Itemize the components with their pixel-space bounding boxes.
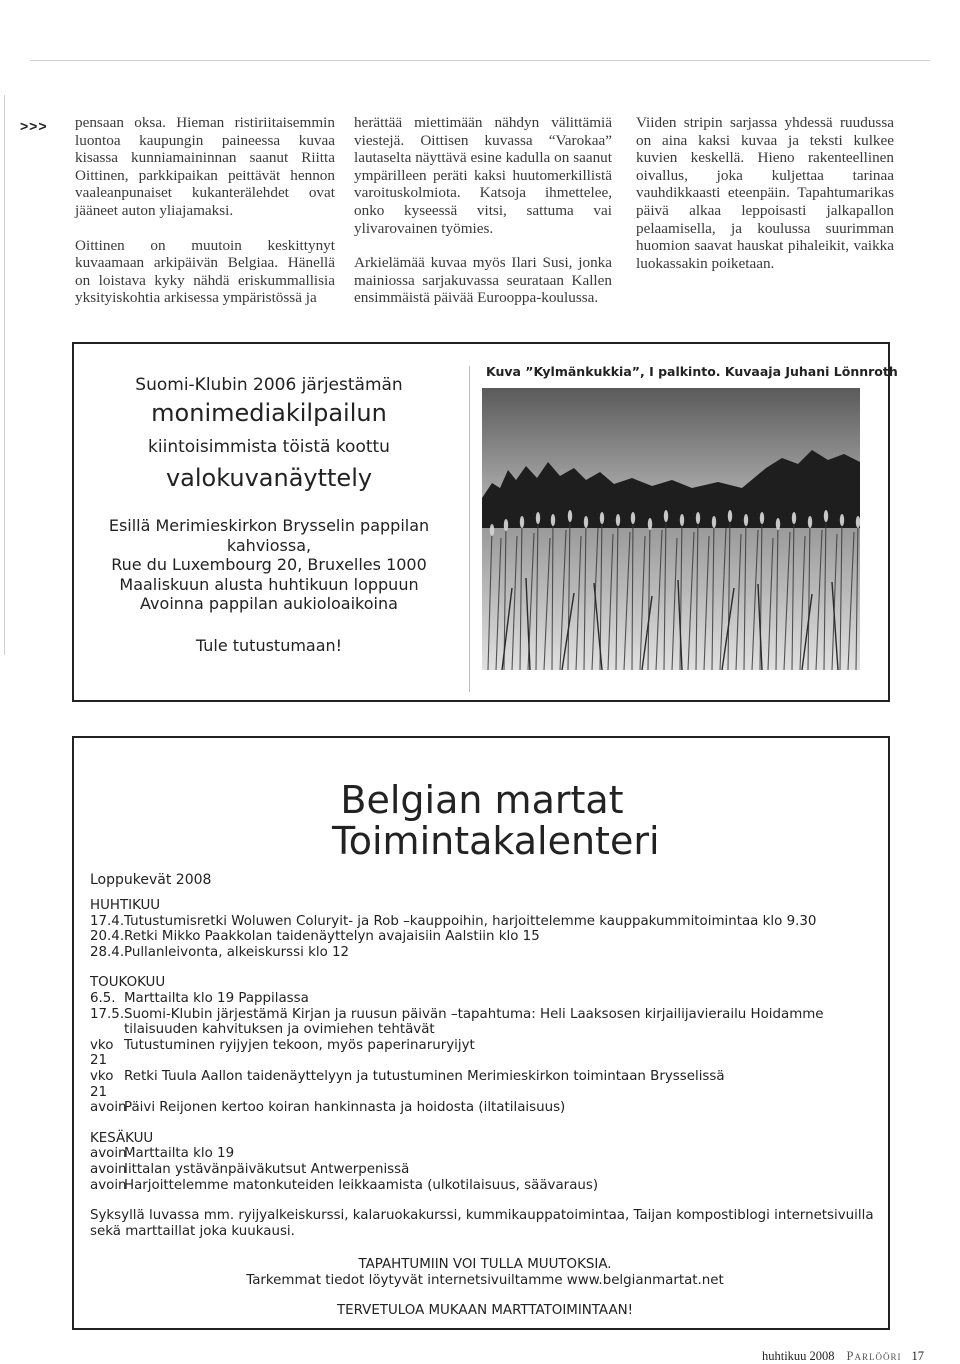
schedule-text: Iittalan ystävänpäiväkutsut Antwerpenissä xyxy=(124,1161,410,1177)
schedule-row xyxy=(90,1007,880,1038)
exhibition-intro: Suomi-Klubin 2006 järjestämän xyxy=(135,375,403,395)
exhibition-title: valokuvanäyttely xyxy=(165,464,373,492)
exhibition-welcome: Tule tutustumaan! xyxy=(195,635,343,655)
schedule-date: 28.4. xyxy=(90,944,125,960)
article-column-1 xyxy=(75,114,335,324)
month-name: TOUKOKUU xyxy=(90,975,166,991)
month-block xyxy=(90,975,880,1115)
schedule-text: Retki Mikko Paakkolan taidenäyttelyn avajaisiin Aalstiin klo 15 xyxy=(124,929,540,945)
schedule-row xyxy=(90,929,880,945)
change-notice: TAPAHTUMIIN VOI TULLA MUUTOKSIA. xyxy=(358,1257,612,1273)
schedule-text: Retki Tuula Aallon taidenäyttelyyn ja tutustuminen Merimieskirkon toimintaan Brysselissä xyxy=(124,1068,725,1084)
activity-calendar-box xyxy=(72,736,890,1330)
schedule-row xyxy=(90,1038,880,1069)
exhibition-announcement xyxy=(74,374,464,656)
venue-line: Avoinna pappilan aukioloaikoina xyxy=(140,594,398,614)
top-rule xyxy=(30,60,930,61)
continuation-marker: >>> xyxy=(20,118,48,134)
schedule-text: Pullanleivonta, alkeiskurssi klo 12 xyxy=(124,944,350,960)
calendar-title xyxy=(332,778,660,863)
schedule-date: vko 21 xyxy=(90,1068,114,1100)
paragraph: Arkielämää kuvaa myös Ilari Susi, jonka mainiossa sarjakuvassa seurataan Kallen ensimmäistä päivää Eurooppa-koulussa. xyxy=(354,254,612,307)
schedule-text: Tutustuminen ryijyjen tekoon, myös paperinaruryijyt xyxy=(124,1037,475,1053)
schedule-date: 17.5. xyxy=(90,1006,125,1022)
venue-line: Rue du Luxembourg 20, Bruxelles 1000 xyxy=(111,555,427,575)
month-block xyxy=(90,1131,880,1193)
magazine-name: Parlööri xyxy=(846,1349,902,1363)
schedule-date: avoin xyxy=(90,1177,127,1193)
exhibition-competition: monimediakilpailun xyxy=(151,399,387,427)
month-block xyxy=(90,898,880,960)
photo-caption: Kuva ”Kylmänkukkia”, I palkinto. Kuvaaja Juhani Lönnroth xyxy=(486,364,898,379)
article-column-3 xyxy=(636,114,894,289)
schedule-row xyxy=(90,914,880,930)
schedule-row xyxy=(90,1162,880,1178)
page-number: 17 xyxy=(911,1349,924,1363)
month-name: HUHTIKUU xyxy=(90,898,161,913)
schedule-text: Marttailta klo 19 Pappilassa xyxy=(124,990,309,1006)
exhibition-venue xyxy=(74,516,464,614)
schedule-row xyxy=(90,1100,880,1116)
schedule-text: Päivi Reijonen kertoo koiran hankinnasta ja hoidosta (iltatilaisuus) xyxy=(124,1100,566,1116)
paragraph: Viiden stripin sarjassa yhdessä ruudussa on aina kaksi kuvaa ja teksti kulkee kuvien keskellä. Hieno rakenteellinen oivallus, joka kuljettaa tarinaa vauhdikkaasti eteenpäin. Tapahtumarikas päivä alkaa leppoisasti jalkapallon pelaamisella, ja koulussa suurimman huomion saavat hauskat pihaleikit, vaikka luokassakin poiketaan. xyxy=(636,114,894,272)
welcome-notice: TERVETULOA MUKAAN MARTTATOIMINTAAN! xyxy=(336,1303,634,1319)
column-divider xyxy=(469,366,470,692)
schedule-date: 17.4. xyxy=(90,913,125,929)
calendar-title-line: Belgian martat xyxy=(340,778,624,822)
photo-snow xyxy=(482,528,860,670)
winter-reeds-photo xyxy=(482,388,860,670)
left-rule xyxy=(4,95,5,655)
month-name: KESÄKUU xyxy=(90,1130,154,1146)
venue-line: kahviossa, xyxy=(226,535,312,555)
schedule-date: 20.4. xyxy=(90,929,125,945)
calendar-title-line: Toimintakalenteri xyxy=(332,819,660,863)
article-column-2 xyxy=(354,114,612,324)
venue-line: Esillä Merimieskirkon Brysselin pappilan xyxy=(108,516,430,535)
schedule-date: 6.5. xyxy=(90,990,116,1006)
schedule-date: avoin xyxy=(90,1146,127,1162)
website-notice: Tarkemmat tiedot löytyvät internetsivuiltamme www.belgianmartat.net xyxy=(246,1272,724,1288)
schedule-date: avoin xyxy=(90,1100,127,1116)
schedule-row xyxy=(90,991,880,1007)
schedule-date: avoin xyxy=(90,1161,127,1177)
schedule-date: vko 21 xyxy=(90,1037,114,1069)
exhibition-box xyxy=(72,342,898,702)
schedule-text: Marttailta klo 19 xyxy=(124,1146,235,1162)
schedule-row xyxy=(90,1178,880,1194)
schedule-text: Tutustumisretki Woluwen Coluryit- ja Rob –kauppoihin, harjoittelemme kauppakummitoimintaa klo 9.30 xyxy=(124,913,817,929)
paragraph: pensaan oksa. Hieman ristiriitaisemmin luontoa kaupungin paineessa kuvaa kisassa kunniamaininnan saanut Riitta Oittinen, parkkipaikan peittävät hennon vaaleanpunaiset kukanterälehdet ovat jääneet auton yliajamaksi. xyxy=(75,114,335,219)
exhibition-subtitle: kiintoisimmista töistä koottu xyxy=(148,437,390,457)
venue-line: Maaliskuun alusta huhtikuun loppuun xyxy=(119,574,419,594)
autumn-plans: Syksyllä luvassa mm. ryijyalkeiskurssi, kalaruokakurssi, kummikauppatoimintaa, Taijan kompostiblogi internetsivuilla sekä marttaillat joka kuukausi. xyxy=(90,1208,874,1239)
schedule-row xyxy=(90,1146,880,1162)
schedule xyxy=(90,898,880,1319)
season-label: Loppukevät 2008 xyxy=(90,872,212,888)
schedule-row xyxy=(90,1069,880,1100)
paragraph: herättää miettimään nähdyn välittämiä viestejä. Oittisen kuvassa “Varokaa” lautaselta näyttävä esine kadulla on saanut ympärilleen peräti kaksi huutomerkillistä varoituskolmiota. Katsoja ihmettelee, onko kyseessä vitsi, sattuma vai ylivarovainen työmies. xyxy=(354,114,612,237)
paragraph: Oittinen on muutoin keskittynyt kuvaamaan arkipäivän Belgiaa. Hänellä on loistava kyky nähdä eriskummallisia yksityiskohtia arkisessa ympäristössä ja xyxy=(75,236,335,307)
schedule-row xyxy=(90,945,880,961)
schedule-text: Suomi-Klubin järjestämä Kirjan ja ruusun päivän –tapahtuma: Heli Laaksosen kirjailijavierailu Hoidamme tilaisuuden kahvituksen ja ovimiehen tehtävät xyxy=(124,1006,824,1038)
schedule-text: Harjoittelemme matonkuteiden leikkaamista (ulkotilaisuus, säävaraus) xyxy=(124,1177,599,1193)
issue-date: huhtikuu 2008 xyxy=(761,1349,835,1363)
